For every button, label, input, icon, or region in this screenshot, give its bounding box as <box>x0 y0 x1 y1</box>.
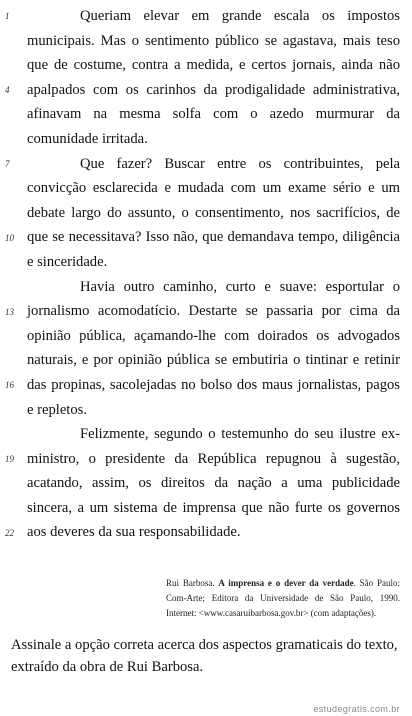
line-number: 4 <box>5 85 10 95</box>
source-details: . São Paulo: Com-Arte; Editora da Universidade de São Paulo, 1990. Internet: <www.casaruibarbosa.gov.br> (com adaptações). <box>166 578 400 618</box>
paragraph: Havia outro caminho, curto e suave: esportular o jornalismo acomodatício. Destarte se passaria por cima da opinião pública, açamando-lhe com doirados os advogados naturais, e por opinião pública se embutiria o tintinar e retinir das propinas, sacolejadas no bolso dos maus jornalistas, pagos e repletos. <box>27 278 400 418</box>
source-citation <box>166 576 400 621</box>
article-text <box>27 4 400 545</box>
source-title: A imprensa e o dever da verdade <box>218 578 354 588</box>
line-number: 19 <box>5 454 14 464</box>
line-number: 22 <box>5 528 14 538</box>
paragraph: Que fazer? Buscar entre os contribuintes, pela convicção esclarecida e mudada com um exame sério e um debate largo do assunto, o consentimento, nos sacrifícios, de que se necessitava? Isso não, que demandava tempo, diligência e sinceridade. <box>27 155 400 270</box>
line-number: 7 <box>5 159 10 169</box>
question-text: Assinale a opção correta acerca dos aspectos gramaticais do texto, extraído da obra de Rui Barbosa. <box>11 637 398 675</box>
source-author: Rui Barbosa. <box>166 578 219 588</box>
paragraph: Queriam elevar em grande escala os impostos municipais. Mas o sentimento público se agastava, mais teso que de costume, contra a medida, e certos jornais, ainda não apalpados com os carinhos da prodigalidade administrativa, afinavam na mesma solfa com o azedo murmurar da comunidade irritada. <box>27 8 400 147</box>
paragraph: Felizmente, segundo o testemunho do seu ilustre ex-ministro, o presidente da República repugnou à sugestão, acatando, assim, os direitos da nação a uma publicidade sincera, a um sistema de imprensa que não furte os governos aos deveres da sua responsabilidade. <box>27 426 400 541</box>
line-number: 1 <box>5 11 10 21</box>
line-number: 10 <box>5 233 14 243</box>
line-number: 16 <box>5 380 14 390</box>
line-number: 13 <box>5 307 14 317</box>
site-watermark: estudegratis.com.br <box>313 704 400 714</box>
